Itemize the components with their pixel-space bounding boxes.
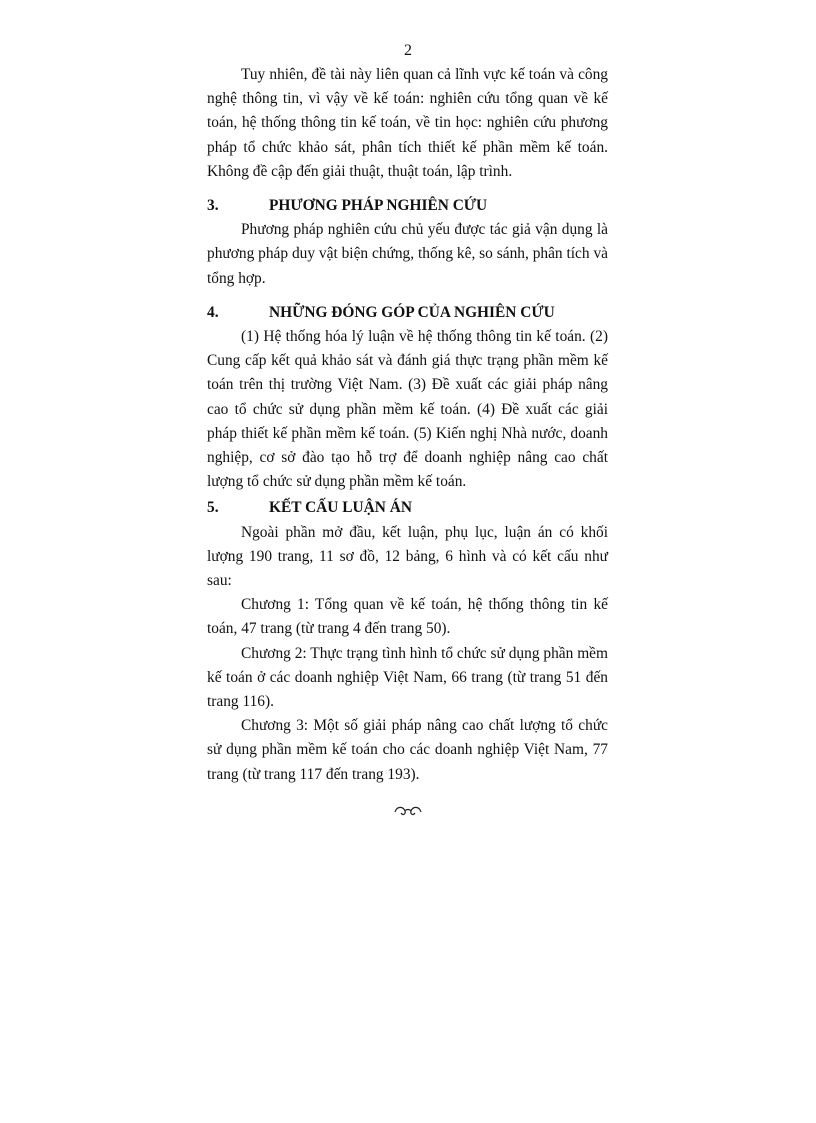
page-content [207, 63, 608, 825]
page-number: 2 [404, 42, 412, 59]
section-title: NHỮNG ĐÓNG GÓP CỦA NGHIÊN CỨU [269, 303, 555, 321]
section-heading [207, 301, 608, 325]
section-3 [207, 194, 608, 291]
section-title: KẾT CẤU LUẬN ÁN [269, 499, 412, 517]
intro-paragraph: Tuy nhiên, đề tài này liên quan cả lĩnh vực kế toán và công nghệ thông tin, vì vậy về kế toán: nghiên cứu tổng quan về kế toán, hệ thống thông tin kế toán, về tin học: nghiên cứu phương pháp tổ chức khảo sát, phân tích thiết kế phần mềm kế toán. Không đề cập đến giải thuật, thuật toán, lập trình. [207, 66, 608, 180]
section-5 [207, 496, 608, 786]
paragraph: Phương pháp nghiên cứu chủ yếu được tác giả vận dụng là phương pháp duy vật biện chứng, thống kê, so sánh, phân tích và tổng hợp. [207, 221, 608, 287]
section-4 [207, 301, 608, 495]
paragraph: Ngoài phần mở đầu, kết luận, phụ lục, luận án có khối lượng 190 trang, 11 sơ đồ, 12 bảng, 6 hình và có kết cấu như sau: [207, 523, 608, 590]
section-heading [207, 496, 608, 520]
chapter-1-paragraph: Chương 1: Tổng quan về kế toán, hệ thống thông tin kế toán, 47 trang (từ trang 4 đến trang 50). [207, 596, 608, 638]
chapter-2-paragraph: Chương 2: Thực trạng tình hình tổ chức sử dụng phần mềm kế toán ở các doanh nghiệp Việt Nam, 66 trang (từ trang 51 đến trang 116). [207, 644, 608, 711]
chapter-3-paragraph: Chương 3: Một số giải pháp nâng cao chất lượng tổ chức sử dụng phần mềm kế toán cho các doanh nghiệp Việt Nam, 77 trang (từ trang 117 đến trang 193). [207, 717, 608, 783]
end-ornament-icon [207, 801, 608, 825]
section-number: 5. [207, 499, 219, 517]
section-number: 3. [207, 197, 219, 215]
section-heading [207, 194, 608, 218]
section-number: 4. [207, 303, 219, 321]
section-title: PHƯƠNG PHÁP NGHIÊN CỨU [269, 197, 488, 215]
paragraph: (1) Hệ thống hóa lý luận về hệ thống thông tin kế toán. (2) Cung cấp kết quả khảo sát và đánh giá thực trạng phần mềm kế toán trên thị trường Việt Nam. (3) Đề xuất các giải pháp nâng cao tổ chức sử dụng phần mềm kế toán. (4) Đề xuất các giải pháp thiết kế phần mềm kế toán. (5) Kiến nghị Nhà nước, doanh nghiệp, cơ sở đào tạo hỗ trợ để doanh nghiệp nâng cao chất lượng tổ chức sử dụng phần mềm kế toán. [207, 328, 608, 491]
ornament-glyph [393, 805, 423, 817]
